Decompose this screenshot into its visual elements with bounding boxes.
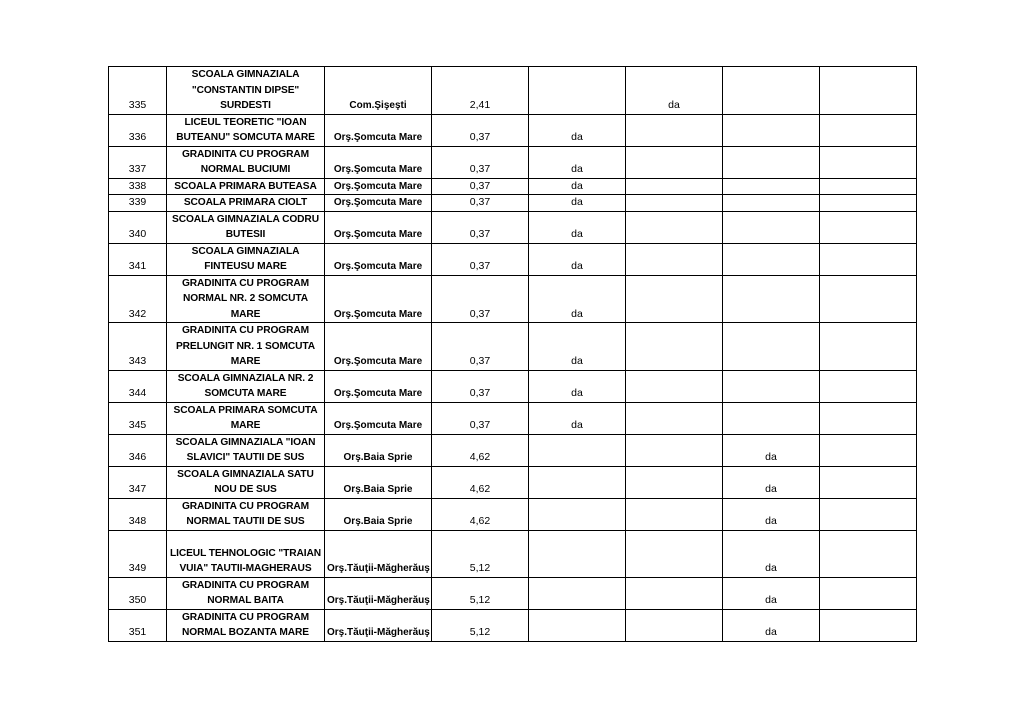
locality: Orş.Tăuţii-Măgherăuş	[325, 577, 432, 609]
table-row	[109, 434, 917, 466]
value-cell: 0,37	[432, 243, 529, 275]
flag-col-3: da	[723, 609, 820, 641]
value-cell: 5,12	[432, 577, 529, 609]
school-name: GRADINITA CU PROGRAM NORMAL BOZANTA MARE	[167, 609, 325, 641]
flag-col-1	[529, 530, 626, 577]
flag-col-3: da	[723, 434, 820, 466]
flag-col-1: da	[529, 178, 626, 195]
value-cell: 0,37	[432, 275, 529, 323]
row-number: 338	[109, 178, 167, 195]
flag-col-4	[820, 114, 917, 146]
row-number: 339	[109, 195, 167, 212]
value-cell: 0,37	[432, 211, 529, 243]
value-cell: 5,12	[432, 530, 529, 577]
flag-col-2: da	[626, 67, 723, 115]
flag-col-2	[626, 195, 723, 212]
table-row	[109, 146, 917, 178]
value-cell: 4,62	[432, 434, 529, 466]
row-number: 345	[109, 402, 167, 434]
flag-col-4	[820, 178, 917, 195]
flag-col-3	[723, 114, 820, 146]
school-name: SCOALA GIMNAZIALA "CONSTANTIN DIPSE" SURDESTI	[167, 67, 325, 115]
flag-col-1	[529, 466, 626, 498]
flag-col-4	[820, 434, 917, 466]
flag-col-4	[820, 323, 917, 371]
flag-col-2	[626, 178, 723, 195]
school-name: SCOALA GIMNAZIALA SATU NOU DE SUS	[167, 466, 325, 498]
flag-col-3	[723, 370, 820, 402]
flag-col-4	[820, 67, 917, 115]
table-row	[109, 243, 917, 275]
row-number: 343	[109, 323, 167, 371]
flag-col-1: da	[529, 114, 626, 146]
flag-col-1	[529, 67, 626, 115]
flag-col-4	[820, 211, 917, 243]
locality: Orş.Tăuţii-Măgherăuş	[325, 609, 432, 641]
value-cell: 4,62	[432, 466, 529, 498]
locality: Orş.Şomcuta Mare	[325, 243, 432, 275]
flag-col-2	[626, 146, 723, 178]
flag-col-2	[626, 434, 723, 466]
flag-col-1: da	[529, 402, 626, 434]
school-name: LICEUL TEORETIC "IOAN BUTEANU" SOMCUTA MARE	[167, 114, 325, 146]
row-number: 344	[109, 370, 167, 402]
school-name: SCOALA GIMNAZIALA "IOAN SLAVICI" TAUTII DE SUS	[167, 434, 325, 466]
value-cell: 0,37	[432, 146, 529, 178]
locality: Orş.Şomcuta Mare	[325, 402, 432, 434]
table-row	[109, 67, 917, 115]
locality: Orş.Baia Sprie	[325, 466, 432, 498]
flag-col-3: da	[723, 466, 820, 498]
flag-col-3: da	[723, 498, 820, 530]
flag-col-4	[820, 402, 917, 434]
row-number: 348	[109, 498, 167, 530]
flag-col-2	[626, 609, 723, 641]
row-number: 347	[109, 466, 167, 498]
flag-col-1: da	[529, 211, 626, 243]
flag-col-4	[820, 195, 917, 212]
flag-col-4	[820, 466, 917, 498]
table-row	[109, 114, 917, 146]
value-cell: 0,37	[432, 323, 529, 371]
school-name: SCOALA GIMNAZIALA NR. 2 SOMCUTA MARE	[167, 370, 325, 402]
school-name: SCOALA PRIMARA BUTEASA	[167, 178, 325, 195]
school-name: GRADINITA CU PROGRAM NORMAL BUCIUMI	[167, 146, 325, 178]
school-name: GRADINITA CU PROGRAM NORMAL NR. 2 SOMCUTA MARE	[167, 275, 325, 323]
school-name: LICEUL TEHNOLOGIC "TRAIAN VUIA" TAUTII-MAGHERAUS	[167, 530, 325, 577]
table-row	[109, 466, 917, 498]
table-row	[109, 402, 917, 434]
row-number: 349	[109, 530, 167, 577]
flag-col-3	[723, 323, 820, 371]
row-number: 335	[109, 67, 167, 115]
flag-col-2	[626, 114, 723, 146]
row-number: 337	[109, 146, 167, 178]
flag-col-4	[820, 577, 917, 609]
table-row	[109, 577, 917, 609]
flag-col-1	[529, 498, 626, 530]
school-name: SCOALA PRIMARA SOMCUTA MARE	[167, 402, 325, 434]
flag-col-3	[723, 178, 820, 195]
table-body	[109, 67, 917, 642]
flag-col-2	[626, 498, 723, 530]
schools-table	[108, 66, 917, 642]
locality: Orş.Şomcuta Mare	[325, 114, 432, 146]
value-cell: 0,37	[432, 114, 529, 146]
table-row	[109, 530, 917, 577]
flag-col-2	[626, 211, 723, 243]
row-number: 351	[109, 609, 167, 641]
school-name: GRADINITA CU PROGRAM NORMAL BAITA	[167, 577, 325, 609]
flag-col-2	[626, 466, 723, 498]
value-cell: 0,37	[432, 402, 529, 434]
school-name: SCOALA PRIMARA CIOLT	[167, 195, 325, 212]
flag-col-1	[529, 434, 626, 466]
flag-col-4	[820, 146, 917, 178]
locality: Orş.Tăuţii-Măgherăuş	[325, 530, 432, 577]
flag-col-3	[723, 402, 820, 434]
flag-col-1: da	[529, 146, 626, 178]
row-number: 350	[109, 577, 167, 609]
value-cell: 2,41	[432, 67, 529, 115]
flag-col-4	[820, 498, 917, 530]
value-cell: 5,12	[432, 609, 529, 641]
locality: Orş.Şomcuta Mare	[325, 323, 432, 371]
school-name: GRADINITA CU PROGRAM NORMAL TAUTII DE SUS	[167, 498, 325, 530]
value-cell: 0,37	[432, 178, 529, 195]
flag-col-3: da	[723, 577, 820, 609]
flag-col-1: da	[529, 243, 626, 275]
locality: Orş.Şomcuta Mare	[325, 178, 432, 195]
table-row	[109, 178, 917, 195]
locality: Orş.Şomcuta Mare	[325, 146, 432, 178]
flag-col-2	[626, 530, 723, 577]
value-cell: 0,37	[432, 195, 529, 212]
flag-col-2	[626, 370, 723, 402]
flag-col-3	[723, 146, 820, 178]
locality: Orş.Şomcuta Mare	[325, 211, 432, 243]
locality: Orş.Şomcuta Mare	[325, 195, 432, 212]
flag-col-1	[529, 577, 626, 609]
flag-col-1: da	[529, 323, 626, 371]
table-row	[109, 609, 917, 641]
flag-col-4	[820, 243, 917, 275]
flag-col-3: da	[723, 530, 820, 577]
flag-col-4	[820, 609, 917, 641]
flag-col-3	[723, 67, 820, 115]
flag-col-3	[723, 211, 820, 243]
row-number: 342	[109, 275, 167, 323]
row-number: 340	[109, 211, 167, 243]
flag-col-3	[723, 195, 820, 212]
flag-col-4	[820, 530, 917, 577]
row-number: 336	[109, 114, 167, 146]
table-row	[109, 323, 917, 371]
table-row	[109, 195, 917, 212]
flag-col-3	[723, 243, 820, 275]
flag-col-2	[626, 402, 723, 434]
locality: Orş.Şomcuta Mare	[325, 370, 432, 402]
school-name: SCOALA GIMNAZIALA FINTEUSU MARE	[167, 243, 325, 275]
flag-col-2	[626, 577, 723, 609]
value-cell: 4,62	[432, 498, 529, 530]
flag-col-1	[529, 609, 626, 641]
flag-col-4	[820, 275, 917, 323]
flag-col-1: da	[529, 275, 626, 323]
flag-col-2	[626, 275, 723, 323]
table-row	[109, 275, 917, 323]
flag-col-4	[820, 370, 917, 402]
locality: Orş.Şomcuta Mare	[325, 275, 432, 323]
locality: Com.Şişeşti	[325, 67, 432, 115]
row-number: 346	[109, 434, 167, 466]
flag-col-2	[626, 243, 723, 275]
locality: Orş.Baia Sprie	[325, 498, 432, 530]
locality: Orş.Baia Sprie	[325, 434, 432, 466]
school-name: GRADINITA CU PROGRAM PRELUNGIT NR. 1 SOMCUTA MARE	[167, 323, 325, 371]
flag-col-1: da	[529, 195, 626, 212]
row-number: 341	[109, 243, 167, 275]
value-cell: 0,37	[432, 370, 529, 402]
flag-col-3	[723, 275, 820, 323]
flag-col-1: da	[529, 370, 626, 402]
table-row	[109, 498, 917, 530]
school-name: SCOALA GIMNAZIALA CODRU BUTESII	[167, 211, 325, 243]
flag-col-2	[626, 323, 723, 371]
table-row	[109, 211, 917, 243]
table-row	[109, 370, 917, 402]
